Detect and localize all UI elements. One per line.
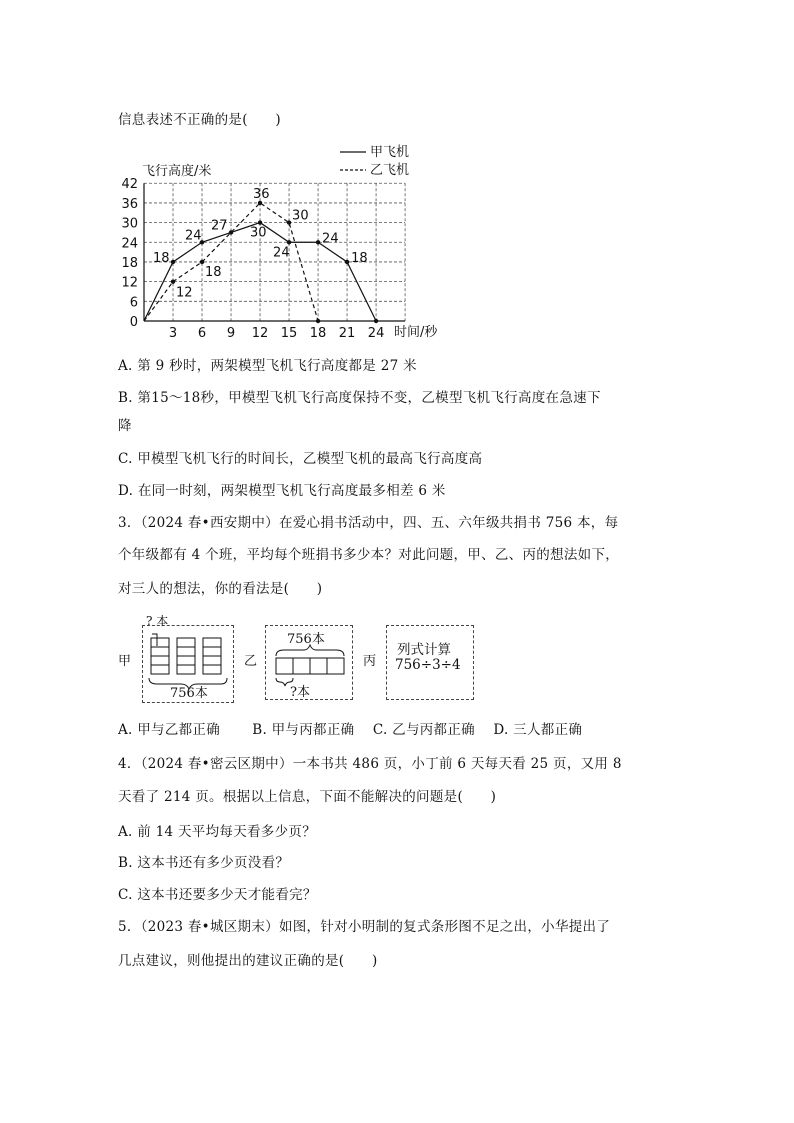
q4-option-c: C. 这本书还要多少天才能看完？ <box>118 887 317 903</box>
q4-text-2: 天看了 214 页。根据以上信息，下面不能解决的问题是( ) <box>118 789 497 805</box>
q5-text-1: 5．（2023 春•城区期末）如图，针对小明制的复式条形图不足之出，小华提出了 <box>118 919 611 935</box>
q4-option-b: B. 这本书还有多少页没看？ <box>118 855 290 871</box>
yi-bottom-label: ?本 <box>290 685 310 700</box>
data-label: 30 <box>292 208 309 224</box>
q2-option-a: A. 第 9 秒时，两架模型飞机飞行高度都是 27 米 <box>118 358 417 374</box>
data-label: 30 <box>250 225 267 241</box>
y-tick-label: 30 <box>121 216 138 232</box>
data-label: 18 <box>205 264 222 280</box>
q2-option-b-cont: 降 <box>118 418 132 434</box>
data-point <box>171 260 175 264</box>
y-tick-label: 0 <box>129 315 138 330</box>
data-point <box>258 220 262 224</box>
data-label: 12 <box>176 285 193 301</box>
data-point <box>345 260 349 264</box>
y-tick-label: 12 <box>121 275 138 291</box>
data-point <box>171 279 175 283</box>
legend-jia: 甲飞机 <box>370 145 410 160</box>
data-label: 24 <box>185 228 202 244</box>
jia-label: 甲 <box>118 654 132 669</box>
data-label: 27 <box>211 218 228 234</box>
line-chart <box>112 140 452 340</box>
jia-bottom-label: 756本 <box>170 686 208 701</box>
y-tick-label: 18 <box>121 255 138 271</box>
x-tick-label: 21 <box>338 326 356 340</box>
y-tick-label: 36 <box>121 196 138 212</box>
data-label: 24 <box>322 231 339 247</box>
yi-top-label: 756本 <box>287 632 325 647</box>
data-point <box>316 319 320 323</box>
q4-option-a: A. 前 14 天平均每天看多少页？ <box>118 824 316 840</box>
data-point <box>316 240 320 244</box>
jia-stacks <box>151 638 221 674</box>
bing-line-1: 列式计算 <box>397 642 451 658</box>
bing-line-2: 756÷3÷4 <box>395 657 461 673</box>
data-label: 36 <box>253 186 270 202</box>
x-tick-label: 3 <box>168 326 178 340</box>
x-tick-label: 12 <box>251 326 269 340</box>
x-tick-label: 18 <box>309 326 327 340</box>
q3-options: A. 甲与乙都正确 B. 甲与丙都正确 C. 乙与丙都正确 D. 三人都正确 <box>118 722 583 738</box>
x-tick-label: 6 <box>197 326 207 340</box>
y-tick-label: 6 <box>129 295 138 311</box>
data-point <box>200 260 204 264</box>
legend-yi: 乙飞机 <box>370 163 410 178</box>
jia-top-label: ? 本 <box>146 614 169 628</box>
y-axis-label: 飞行高度/米 <box>142 164 212 179</box>
q3-text-1: 3．（2024 春•西安期中）在爱心捐书活动中，四、五、六年级共捐书 756 本，每 <box>118 515 619 531</box>
q4-text-1: 4．（2024 春•密云区期中）一本书共 486 页，小丁前 6 天每天看 25 页，又用 8 <box>118 756 622 772</box>
q3-text-3: 对三人的想法，你的看法是( ) <box>118 581 323 597</box>
data-label: 24 <box>273 245 290 261</box>
data-label: 18 <box>153 250 170 266</box>
x-tick-label: 9 <box>226 326 236 340</box>
data-point <box>287 220 291 224</box>
q2-option-c: C. 甲模型飞机飞行的时间长，乙模型飞机的最高飞行高度高 <box>118 451 483 467</box>
bing-box <box>386 625 474 700</box>
data-point <box>287 240 291 244</box>
data-point <box>374 319 378 323</box>
y-tick-label: 42 <box>121 177 138 193</box>
x-tick-label: 24 <box>367 326 385 340</box>
data-label: 18 <box>351 250 368 266</box>
bing-label: 丙 <box>363 654 377 669</box>
yi-label: 乙 <box>244 654 258 669</box>
q5-text-2: 几点建议，则他提出的建议正确的是( ) <box>118 953 378 969</box>
x-tick-label: 15 <box>280 326 298 340</box>
y-tick-label: 24 <box>121 236 138 252</box>
q3-text-2: 个年级都有 4 个班，平均每个班捐书多少本？对此问题，甲、乙、丙的想法如下， <box>118 547 620 563</box>
intro-line: 信息表述不正确的是( ) <box>118 112 281 128</box>
q2-option-b: B. 第15～18秒，甲模型飞机飞行高度保持不变，乙模型飞机飞行高度在急速下 <box>118 390 601 406</box>
x-axis-label: 时间/秒 <box>394 325 438 340</box>
q2-option-d: D. 在同一时刻，两架模型飞机飞行高度最多相差 6 米 <box>118 483 446 499</box>
